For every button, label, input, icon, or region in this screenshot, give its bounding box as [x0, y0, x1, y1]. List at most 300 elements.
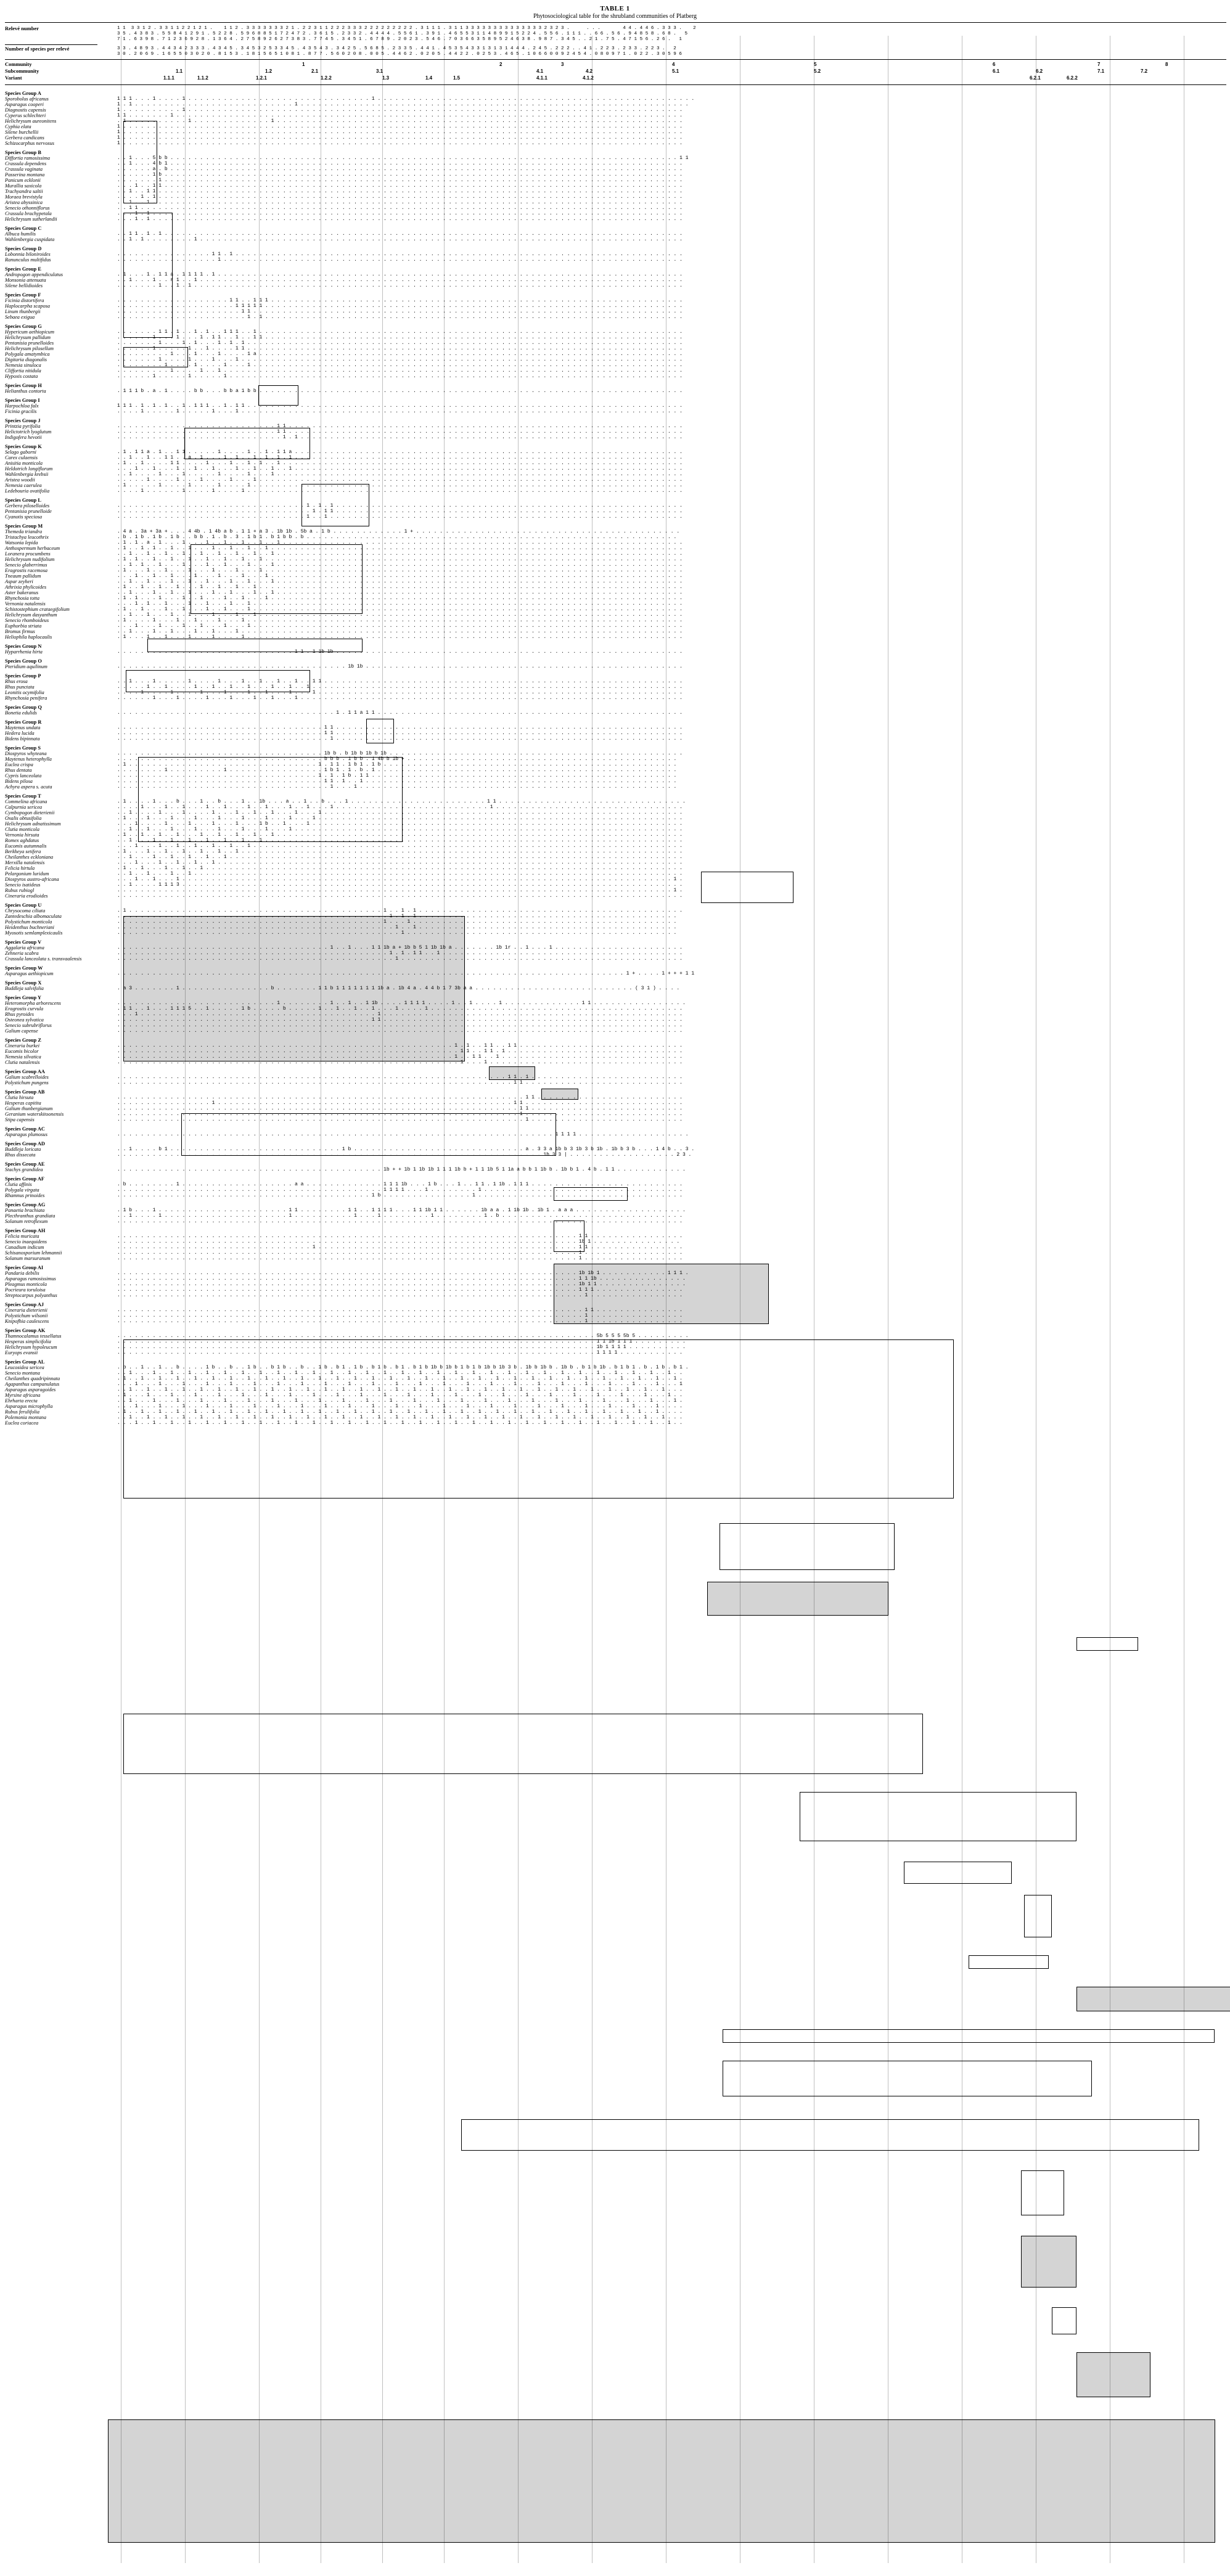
row-label — [5, 1381, 116, 1387]
row-data: . . . . . . 1 . . . 1 . . . . 1 . . . 1 . . . 1 . . 1 . . . 1 . . . . . . . . . . . . . . . . . . . . . . . . . . . . . . . . . . . . . . . . . . . . . . . . . . . . . . . . . . . . . . . . . — [117, 695, 683, 701]
species-group-title: Species Group M — [5, 523, 43, 529]
species-name: Stipa capensis — [5, 1117, 35, 1122]
row-data: . . 1 . . 1 . . . 1 . . 1 . . . . . . . . . . . . . . . . . . . . . . . . . . . . . . . . . . . . . . . . . . . . . . . . . . . . . . . . . . . . . . . . . . . . . . . . . . . . . . . . . . . — [117, 871, 683, 877]
species-name: Helichrysum adnatissimum — [5, 821, 61, 827]
row-label — [5, 1404, 116, 1409]
row-data: 3 3 . 4 8 9 3 . 4 4 3 4 2 3 3 3 . 4 3 4 5 . 3 4 5 3 2 5 3 3 4 5 . 4 3 5 4 3 . 3 4 2 5 . 5 6 8 5 . 2 3 3 5 . 4 4 1 . 4 5 3 5 4 3 3 1 3 1 3 1 4 4 4 . 2 4 5 . 2 2 2 . . 4 1 . 2 2 3 . 2 3 3 . 2 2 3 . 2 — [117, 46, 676, 51]
row-label — [5, 1028, 116, 1034]
row-data: . . . . . . . . . . . . . . . . . . . . . . . . . . . . . . . . . . . b b b . 1 b b . 1 4b b 1b + . . . . . . . . . . . . . . . . . . . . . . . . . . . . . . . . . . . . . . . . . . . . . . — [117, 756, 677, 762]
row-data: . 1 . . 1 . . . . 1 1 . . . . 1 . . . 1 . . 1 . 1 . . 1 . . . . . . . . . . . . . . . . . . . . . . . . . . . . . . . . . . . . . . . . . . . . . . . . . . . . . . . . . . . . . . . . . . . . — [117, 460, 683, 466]
species-name: Pteridium aquilinum — [5, 664, 47, 669]
species-group-title: Species Group W — [5, 965, 43, 971]
row-data: . 1 . . . . 1 . . . b . . . 1 . . b . . . 1 . . 1b . . . a . . 1 . . b . . . 1 . . . . . . . . . . . . . . . . . . . . . . . 1 1 . . . . . . . . . . . . . . . . . . . . . . . . . . . . . . . . — [117, 799, 686, 804]
species-group-title: Species Group Y — [5, 995, 42, 1000]
species-name: Myrsine africana — [5, 1392, 41, 1398]
species-name: Knipofhia caulescens — [5, 1319, 49, 1324]
row-data: . . . . . . . . . . . . . . . . . . . . . . . . . . . . . . . . . . . . 1 . . . 1 . . . . . . . . . . . . . . . . . . . . . . . . . . . . . . . . . . . . . . . . . . . . . . . . . . . . . . — [117, 784, 677, 790]
row-data: . . . . . . . . . . . . . . . . . . . . . . . . . . . . . . . . . . . 1 1 . 1 . . 1 . . . . . . . . . . . . . . . . . . . . . . . . . . . . . . . . . . . . . . . . . . . . . . . . . . . . . — [117, 779, 677, 784]
row-label — [5, 1147, 116, 1152]
species-group-title: Species Group AE — [5, 1161, 45, 1167]
row-label — [5, 1287, 116, 1293]
species-name: Gerbera candicans — [5, 135, 44, 141]
row-data: . . . . . . . . . . . . . . . . . . . . . . . . . . . . . . . . . . . . . . . . . . . . . . . . . . . . . . . . . . . . . . . . . . . . . . . . . . . . . . 1 1 1 . . . . . . . . . . . . . . . — [117, 1287, 683, 1293]
species-name: Zantedeschia albomaculata — [5, 914, 62, 919]
species-name: Anthospermum herbaceum — [5, 546, 60, 551]
title-block — [0, 0, 1230, 20]
species-name: Cyanotis speciosa — [5, 514, 43, 520]
species-name: Clutia monticola — [5, 827, 40, 832]
row-label — [5, 368, 116, 374]
row-data: . 1 . . . 1 . . 1 . . 1 . . 1 . . 1 . . 1 . . . . . . . . . . . . . . . . . . . . . . . . . . . . . . . . . . . . . . . . . . . . . . . . . . . . . . . . . . . . . . . . . . . . . . . . . . . — [117, 849, 683, 854]
row-label — [5, 865, 116, 871]
row-label — [5, 277, 116, 283]
row-label — [5, 854, 116, 860]
row-data: . . . . . . . 1 . . . . 1 . . . 1 . . . 1 . . . . . . . . . . . . . . . . . . . . . . . . . . . . . . . . . . . . . . . . . . . . . . . . . . . . . . . . . . . . . . . . . . . . . . . . . . . — [117, 357, 683, 362]
row-label — [5, 257, 116, 263]
row-label — [5, 357, 116, 362]
row-data: . 1 . . . 1 . 1 1 a . 1 1 1 1 . 1 . . . . . . . . . . . . . . . . . . . . . . . . . . . . . . . . . . . . . . . . . . . . . . . . . . . . . . . . . . . . . . . . . . . . . . . . . . . . . . . — [117, 272, 683, 277]
row-data: . . . . . . . . . . . . . . . . . . . . . . . . . . . . . . . . . . . . . . . . . . . . . . 1 . 1 . 1 1 . . 1 . . . . . . . . . . . . . . . . . . . . . . . . . . . . . . . . . . . . . . . . . — [117, 951, 683, 956]
row-data: . . . 1 . . . 1 . . . 1 . . . 1 . . . 1 . . . 1 . . . 1 . . . 1 . . . 1 . . . 1 . . . 1 . . . 1 . . . 1 . . . 1 . . . 1 . . . 1 . . . 1 . . . 1 . . . 1 . . . 1 . . . 1 . . . 1 . . . 1 . . . 1 — [117, 1381, 683, 1387]
species-name: Anisitia monticola — [5, 460, 43, 466]
species-name: Helichrysum dasyanthum — [5, 612, 57, 618]
row-label — [5, 730, 116, 736]
row-data: . . . . . . . . . . . . . . . . . . . . . . . . . . . . . . . . . . . . . . . . . . . . . . . . . . . . . . . . . . 1 . . . 1 . . . . . . . . . . . . . . . . . . . . . . . . . . . . . . . . . — [117, 1060, 683, 1065]
row-label — [5, 1392, 116, 1398]
species-name: Nemesia silvatica — [5, 1054, 41, 1060]
variant-item: 1.1.1 — [163, 75, 174, 81]
row-label — [5, 664, 116, 669]
species-group-title: Species Group Q — [5, 705, 42, 710]
row-label — [5, 1126, 116, 1132]
row-label — [5, 623, 116, 629]
subcommunity-item: 6.1 — [993, 68, 1000, 74]
row-data: . . . . . . . . . . . . . . . . . . . . . . . . . . . . . . . . . . . . . . . . . . . . . . . . . . . . . . . . . . . . . . . . . . . . . 1 . . . . . . . . . . . . . . . . . . . . . . . . . . — [117, 1117, 683, 1122]
species-name: Pandaria debilis — [5, 1270, 39, 1276]
species-name: Tneaum pallidum — [5, 573, 41, 579]
row-data: . . . . . . . . . . . . . . . . . . . . . . . . . . . . . . . . . . . . . . . . . . . . . . . . . . . . . . . . . . . . . . . . . . . . . . . . . . . . . . 1b 1 1 . . . . . . . . . . . . . . . — [117, 1282, 686, 1287]
species-group-title: Species Group P — [5, 673, 41, 679]
row-data: . . . 1 . . 1 1 . . . . . . . . . . . . . . . . . . . . . . . . . . . . . . . . . . . . . . . . . . . . . . . . . . . . . . . . . . . . . . . . . . . . . . . . . . . . . . . . . . . . . . . . — [117, 183, 683, 189]
row-label — [5, 557, 116, 562]
subcommunity-item: 7.2 — [1141, 68, 1148, 74]
row-label — [5, 551, 116, 557]
row-label — [5, 166, 116, 172]
row-data: . . 1 1 . . . . . . . . . . . . . . . . . . . . . . . . . . . . . . . . . . . . . . . . . . . . . . . . . . . . . . . . . . . . . . . . . . . . . . . . . . . . . . . . . . . . . . . . . . . . — [117, 205, 683, 211]
row-data: . . . . . . . . 1 . . . . 1 . . . . 1 . . . 1 . . . . . . . . . . . . . . . . . . . . . . . . . . . . . . . . . . . . . . . . . . . . . . . . . . . . . . . . . . . . . . . . . . . . . . . . . — [117, 362, 683, 368]
variant-item: 4.1.1 — [536, 75, 547, 81]
species-name: Hesperas simplicifolia — [5, 1339, 51, 1344]
row-label — [5, 118, 116, 124]
row-label — [5, 1302, 116, 1307]
row-label — [5, 590, 116, 595]
species-group-title: Species Group H — [5, 383, 42, 388]
species-name: Rubus ferulifolia — [5, 1409, 40, 1415]
row-label — [5, 725, 116, 730]
species-group-title: Species Group C — [5, 226, 42, 231]
subcommunity-item: 5.1 — [672, 68, 679, 74]
row-data: . . . . . . . . . . . . . . . . 1 . . . . . . . . . . . . . . . . . . . . . . . . . . . . . . . . . . . . . . . . . . . . . . . . . . 1 1 . . . . . . . . . . . . . . . . . . . . . . . . . . . — [117, 1100, 683, 1106]
row-data: . 1 . . . 1 . . . 1 . . . 1 . . . 1 . . . 1 . . . 1 . . . 1 . . . 1 . . . . . . . . . . . . . . . . . . . . . . . . . . . . . . . . . . . . . . . . . . . . . . . . . . . . . . . . . . . . . . — [117, 816, 683, 821]
row-data: . . . . . . . . 1 . . . . . . . . . 1 . . . . . . . . . . . . . . . . 1 b 1 . 1 . b . 1 . . . . . . . . . . . . . . . . . . . . . . . . . . . . . . . . . . . . . . . . . . . . . . . . . . . — [117, 767, 677, 773]
species-name: Bonetia edulids — [5, 710, 37, 716]
row-label — [5, 618, 116, 623]
box-group-o — [541, 1089, 578, 1100]
species-name: Crassula dependens — [5, 161, 47, 166]
subcommunity-item: 1.2 — [265, 68, 273, 74]
species-name: Ehrharta erecta — [5, 1398, 38, 1404]
species-name: Romex aghdatus — [5, 838, 39, 843]
row-data: 1 1 1 . 1 . 1 . 1 . . 1 . 1 1 1 . . 1 . 1 1 . . . . . . . . . . . . . . . . . . . . . . . . . . . . . . . . . . . . . . . . . . . . . . . . . . . . . . . . . . . . . . . . . . . . . . . . . . — [117, 403, 683, 409]
species-group-title: Species Group AA — [5, 1069, 45, 1074]
row-label — [5, 362, 116, 368]
row-data: . 1 . 1 . . 1 . . 1 . . 1 . . 1 . . 1 . . 1 . . 1 . . . . . . . . . . . . . . . . . . . . . . . . . . . . . . . . . . . . . . . . . . . . . . . . . . . . . . . . . . . . . . . . . . . . . . . — [117, 557, 683, 562]
row-data: . . . . . . . . . . . . . . . . . . . . . . . . . . . . . . . . . . . . . . . . . . . . . . . . . . . . . . . . . . . . . . . . . . . . . . . . 1b 3 3 | . . . . . . . . . . . . . . . . . . 2 3 . — [117, 1152, 692, 1158]
species-name: Clutia natalensis — [5, 1060, 40, 1065]
row-data: . . . . . . . . . . . . . . . . . . . . . . . . . . . . . . . . 1 . 1 . 1 . . . . . . . . . . . . . . . . . . . . . . . . . . . . . . . . . . . . . . . . . . . . . . . . . . . . . . . . . . . — [117, 503, 683, 509]
species-name: Euclea coriacea — [5, 1420, 39, 1426]
table-caption: Phytosociological table for the shrubland communities of Platberg — [533, 13, 697, 20]
row-data: . . . . . . . . . . . . . . . . . . . . . . . . . . . . . . . . . 1 . . . . . . . . . . . . . . . . . . . . . . . . . . . . . . . . . . . . . . . . . . . . 1 1 . . . . . . . . . . . . . . . . — [117, 1245, 683, 1250]
row-data: . . . . . . . . . . . . . . . . . . . . . . . . . . . . . . . . . . . . . . . 1b 1b . . . . . . . . . . . . . . . . . . . . . . . . . . . . . . . . . . . . . . . . . . . . . . . . . . . . . . — [117, 664, 683, 669]
species-name: Digitaria diagonalis — [5, 357, 47, 362]
row-data: . . . . . . . . . . . . . . . . . . . . . . . . . . . . . . . . . . . . . . . . . . . . . . . . . . . . . . . . . . . . . . . . . . . . . . . . . . . . . . 1b 1b 1 . . . . . . . . . . . 1 1 1 . — [117, 1270, 689, 1276]
species-name: Ledebouria ovatifolia — [5, 488, 50, 494]
row-data: . . . . . . . . . . . . . . . . . . . . . 1 1 . . . . . . . . . . . . . . . . . . . . . . . . . . . . . . . . . . . . . . . . . . . . . . . . . . . . . . . . . . . . . . . . . . . . . . . . . — [117, 309, 683, 314]
row-label — [5, 102, 116, 107]
row-label — [5, 649, 116, 655]
row-label — [5, 562, 116, 568]
species-name: Asparagus microphylla — [5, 1404, 53, 1409]
row-data: . 1 . . . . . . . . . . 1 . . . . . . . . . . . . . 1 . . . . . . . . . . . . . . . . . . . . . . . . . . . . . . . . . . . . . . . . . . . . . . . . . . . . . . . . . . . . . . . . . . . . . — [117, 118, 683, 124]
box-group-r — [554, 1221, 584, 1252]
species-name: Diospyros austro-africana — [5, 877, 59, 882]
row-label — [5, 444, 116, 449]
species-name: Leonitis ocymifolia — [5, 690, 44, 695]
row-data: . . . . . . a . b . . . . . . . . . . . . . . . . . . . . . . . . . . . . . . . . . . . . . . . . . . . . . . . . . . . . . . . . . . . . . . . . . . . . . . . . . . . . . . . . . . . . . . . — [117, 166, 683, 172]
species-name: Wahlenbergia cuspidata — [5, 237, 55, 242]
species-name: Passerina montana — [5, 172, 45, 178]
species-name: Helichrysum sutherlandii — [5, 216, 57, 222]
subcommunity-item: 4.2 — [586, 68, 593, 74]
row-data: 1 . . . . . . . . . . . . . . . . . . . . . . . . . . . . . . . . . . . . . . . . . . . . . . . . . . . . . . . . . . . . . . . . . . . . . . . . . . . . . . . . . . . . . . . . . . . . . . . — [117, 141, 683, 146]
row-data: . . . . . . . . . . . . . . . . . . . . . . . . . . . . . . . . . . . . . . . . . . . . . . . . . . . . . . . . . . . . . . . . . . . . . 1 1 . . . . . . . . . . . . . . . . . . . . . . . . . — [117, 1095, 683, 1100]
species-name: Felicia muricata — [5, 1233, 39, 1239]
box-group-i — [126, 670, 310, 692]
species-name: Lobonnia biloniroides — [5, 251, 51, 257]
row-label — [5, 283, 116, 288]
row-label — [5, 1409, 116, 1415]
species-name: Bromus firmus — [5, 629, 35, 634]
species-group-title: Species Group AB — [5, 1089, 45, 1095]
row-label — [5, 573, 116, 579]
row-label — [5, 324, 116, 329]
species-name: Panaetia brachiata — [5, 1208, 45, 1213]
species-name: Bidens pilosa — [5, 779, 33, 784]
row-label — [5, 762, 116, 767]
species-group-title: Species Group L — [5, 497, 41, 503]
row-label — [5, 1193, 116, 1198]
community-item: 4 — [672, 62, 675, 67]
box-group-ai — [1021, 2236, 1076, 2288]
box-group-z — [800, 1792, 1076, 1841]
row-label — [5, 194, 116, 200]
row-data: 3 0 . 2 0 6 9 . 1 6 5 5 0 3 0 2 0 . 8 1 5 3 . 1 8 1 5 6 5 1 0 8 1 . 8 7 7 . 5 6 0 2 0 8 . 0 0 5 . 4 4 6 2 . 0 2 0 5 . 4 4 2 2 . 0 2 5 3 . 4 6 5 . 1 0 6 6 0 0 9 2 4 5 4 . 0 8 0 9 7 1 . 0 2 2 . 3 0 5 9 6 — [117, 52, 682, 57]
row-data: . 1 . . 1 . . . 1 . . 1 . . 1 . . . . . . . . . . . . . . . . . . . . . . . . . . . . . . . . . . . . . . . . . . . . . . . . . . . . . . . . . . . . . . . . . . . . . . . . . . . . . . . . . — [117, 865, 683, 871]
row-data: . . . . . . . . . . . . . . . . . . . . . . . . . . . . . . . . . . . . . . . . . . . . . 1b + + 1b 1 1b 1b 1 1 1 1b b + 1 1 1b 5 1 1a a b b 1 1b b . 1b b 1 . 4 b . 1 1 . . . . . . . . . . . . — [117, 1167, 686, 1172]
row-label — [5, 429, 116, 435]
row-data: . . . . . . . . . . . . . . . . . . . . . . . . . . . . . . . . . . . . 1 . . . . . . . . . . . . . . . . . . . . . . . . . . . . . . . . . . . . . . . . . . . . . . . . . . . . . . . . . . . — [117, 736, 683, 742]
row-label — [5, 135, 116, 141]
species-name: Themeda triandra — [5, 529, 43, 534]
species-name: Printzia pyrifolia — [5, 423, 41, 429]
box-group-p — [181, 1113, 556, 1156]
row-data: . . . . . . . . . . . . . . . . . . . . . . . . . . . . . . . . . . . . . . . . . . . 1 1 . . . . . . . . . . . . . . . . . . . . . . . . . . . . . . . . . . . . . . . . . . . . . . . . . . . — [117, 1017, 683, 1023]
species-name: Bidens bipinnata — [5, 736, 40, 742]
box-group-aj — [1052, 2307, 1076, 2334]
row-label — [5, 971, 116, 976]
species-name: Andropogon appendiculatus — [5, 272, 63, 277]
species-name: Solanum marsuranum — [5, 1256, 51, 1261]
row-data: . 1 . . . . . 1 . . . . 1 . . . . 1 . . . . 1 . . . . . . . . . . . . . . . . . . . . . . . . . . . . . . . . . . . . . . . . . . . . . . . . . . . . . . . . . . . . . . . . . . . . . . . . . — [117, 483, 683, 488]
row-label — [5, 1100, 116, 1106]
row-data: . 1 . . 1 . . 1 . . 1 . . . 1 . . 1 . . 1 . . 1 . . 1 . . . . . . . . . . . . . . . . . . . . . . . . . . . . . . . . . . . . . . . . . . . . . . . . . . . . . . . . . . . . . . . . . . . . . — [117, 832, 683, 838]
row-data: . . . . . . . . . . . . . . . . . . . . . . . . . . . . 1 . 1 . . . . . . . . . . . . . . . . . . . . . . . . . . . . . . . . . . . . . . . . . . . . . . . . . . . . . . . . . . . . . . . . . — [117, 435, 683, 440]
row-data: . . . . 1 . . . . 1 . . . . 1 . . . 1 . . . 1 . . 1 . . . 1 . . . 1 . . . . . . . . . . . . . . . . . . . . . . . . . . . . . . . . . . . . . . . . . . . . . . . . . . . . . . . . . . . . . . — [117, 690, 683, 695]
row-label — [5, 251, 116, 257]
subcommunity-item: 6.2 — [1036, 68, 1043, 74]
row-data: . . 1 . . 1 . . . 1 . . . 1 . . . 1 . . . 1 . . . 1 . . . 1 . . . . . . . . . . . . . . . . . . . . . . . . . . . . . . . . . . . . . . . . . . . . . . . . . . . . . . . . . . . . . . . . . . — [117, 827, 683, 832]
row-label — [5, 925, 116, 930]
species-group-title: Species Group R — [5, 719, 42, 725]
box-group-v — [707, 1582, 888, 1616]
species-name: Buddleja salvifolia — [5, 986, 44, 991]
species-name: Asparagus cooperi — [5, 102, 44, 107]
row-label — [5, 374, 116, 379]
row-data: . . . 1 . . . . . . . . . . . . . . . . . . . . . . . . . . . . . . . . . . . . . . . . 1 . . . . . . . . . . . . . . . . . . . . . . . . . . . . . . . . . . . . . . . . . . . . . . . . . . . — [117, 1012, 683, 1017]
row-label — [5, 1233, 116, 1239]
variant-item: 1.5 — [453, 75, 461, 81]
row-data: . . . . . . . . . . . . . . . . . . . . . . . . . . . . . . . . . . . . . . . . . . . . . . . . . . . . . . . . . 1 . 1 . . 1 1 . . 1 1 . . . . . . . . . . . . . . . . . . . . . . . . . . . . — [117, 1043, 683, 1049]
community-separator — [444, 36, 445, 2563]
row-label — [5, 488, 116, 494]
species-name: Senecio inaequidens — [5, 1239, 47, 1245]
row-label — [5, 1228, 116, 1233]
row-data: 1 1 3 3 1 2 . 3 3 1 1 2 2 1 2 1 . 1 1 2 . 3 3 3 3 3 3 3 2 1 . 2 2 3 1 1 2 2 2 3 3 3 2 2 2 2 2 2 2 2 2 . 3 1 1 1 . 3 1 1 3 3 3 3 3 3 3 3 3 3 3 3 3 3 2 3 2 3 . . . . 4 4 . 4 4 6 . 3 3 3 . 2 — [117, 26, 696, 31]
species-name: Rhynchosia penifera — [5, 695, 47, 701]
species-name: Chrysocoma ciliata — [5, 908, 46, 914]
row-label — [5, 821, 116, 827]
row-data: . . 1 . . . 1 . . . 1 . . . 1 . . . 1 . . . 1 . . . 1 . . . 1 . . . 1 . . . 1 . . . 1 . . . 1 . . . 1 . . . 1 . . . 1 . . . 1 . . . 1 . . . 1 . . . 1 . . . 1 . . . 1 . . . 1 . . . 1 . . . 1 . — [117, 1398, 683, 1404]
row-label — [5, 466, 116, 472]
row-label — [5, 902, 116, 908]
row-label — [5, 1415, 116, 1420]
species-group-title: Species Group AJ — [5, 1302, 44, 1307]
species-name: Achyra aspera s. acuta — [5, 784, 52, 790]
row-data: . 1 1 . . 1 . . . 1 1 1 5 . . 1 . . . . . 1 b . . . . . b . . . . . 1 . . 1 . . 1 . . 1 . . . 1 . . . . 1 . . . . . . . . . . . . . . . . . . . . . . . . . . . . . . . . . . . . . . . . . . . — [117, 1006, 683, 1012]
species-group-title: Species Group E — [5, 266, 41, 272]
row-data: . . 1 . 1 . . . . . . . . 1 . . . . . . . . . . . . . . . . . . . . . . . . . . . . . . . . . . . . . . . . . . . . . . . . . . . . . . . . . . . . . . . . . . . . . . . . . . . . . . . . . . — [117, 237, 683, 242]
row-data: . . . . . . . . . . . . . . . . . . . . . . . . . . . . . . . . . . . . . . . . . . . . . . . . . . . . . . . . . . . . . . . . . . . . . . . . . . . . . . . . . . . . . . . . . . . . . . . . — [117, 893, 683, 899]
species-name: Linum thunbergii — [5, 309, 41, 314]
row-data: . . . 1 . . . 1 . . 1 . . 1 . . 1 . . 1 . . 1 . . . . . . . . . . . . . . . . . . . . . . . . . . . . . . . . . . . . . . . . . . . . . . . . . . . . . . . . . . . . . . . . . . . . . . . . . — [117, 843, 683, 849]
row-label — [5, 96, 116, 102]
variant-item: 1.2.2 — [321, 75, 332, 81]
species-name: Euclea crispa — [5, 762, 33, 767]
box-group-m — [123, 916, 465, 1061]
row-label — [5, 877, 116, 882]
row-label — [5, 1256, 116, 1261]
row-label — [5, 1069, 116, 1074]
box-group-ad — [1076, 1987, 1230, 2011]
row-data: . . . . . . . . . . . . . . . . . . . . . . . . . . . . . . . . . . . . . . . . . . . . . . . . . . . . . . . . . . . . . . . . . . . . . . . . . . . . . . . . . 1 1 1 1 . . . . . . . . . . . — [117, 1350, 683, 1355]
row-data: . 1 1 1 b . a . 1 . . . . b b . . . b b a 1 b b . . . . . . . . . . . . . . . . . . . . . . . . . . . . . . . . . . . . . . . . . . . . . . . . . . . . . . . . . . . . . . . . . . . . . . . . — [117, 388, 683, 394]
row-label — [5, 314, 116, 320]
species-name: Clutia affinis — [5, 1182, 32, 1187]
species-name: Polystichum pungens — [5, 1080, 49, 1086]
row-label — [5, 1333, 116, 1339]
row-label — [5, 684, 116, 690]
row-data: . . 1 . . . . 1 . . . . . . . . . . . . . . . . . . . . . 1 . . . . . . . . . . 1 . . . 1 . . . . . . . . 1 . . . . . . . . 1 . b . . . . . . . . . . . . . . . . . . . . . . . . . . . . . . . — [117, 1213, 683, 1219]
species-name: Buddleja loricata — [5, 1147, 41, 1152]
row-label — [5, 710, 116, 716]
species-name: Rhus erosa — [5, 679, 28, 684]
row-label — [5, 124, 116, 129]
subcommunity-item: 5.2 — [814, 68, 821, 74]
row-label — [5, 226, 116, 231]
species-name: Eragrostis curvula — [5, 1006, 44, 1012]
row-label — [5, 930, 116, 936]
row-label — [5, 409, 116, 414]
row-label — [5, 745, 116, 751]
row-data: . . . 1 . . . 1 . . 1 . . 1 . . 1 . . . . . . . . . . . . . . . . . . . . . . . . . . . . . . . . . . . . . . . . . . . . . . . . . . . . . . . . . . . . . . . . . . . . . . . . . . . . . . . — [117, 860, 683, 865]
species-name: Eucomis bicolor — [5, 1049, 39, 1054]
row-data: . . . . . . . . . . . . . . . . . . . . . . . . . . . . . . . . . . . . . . . . . . . . . . . . . . . . . . . . . . . . . . . . . . . . . . . . . . . . . . . . . 1 1 1b 1 1 1 . . . . . . . . . — [117, 1339, 686, 1344]
species-name: Schizocarphus nervosus — [5, 141, 54, 146]
row-label — [5, 1080, 116, 1086]
species-name: Rhus dissecata — [5, 1152, 36, 1158]
box-group-u — [720, 1523, 895, 1570]
species-name: Galium scabrelloides — [5, 1074, 49, 1080]
row-label — [5, 200, 116, 205]
community-item: 5 — [814, 62, 817, 67]
species-name: Crassula brachypetala — [5, 211, 52, 216]
row-label — [5, 1328, 116, 1333]
row-data: . 1 . . . 1 . . . 1 . . . 1 . . . 1 . . . 1 . . . 1 . . . 1 . . . 1 . . . 1 . . . 1 . . . 1 . . . 1 . . . 1 . . . 1 . . . 1 . . . 1 . . . 1 . . . 1 . . . 1 . . . 1 . . . 1 . . . 1 . . . 1 . . — [117, 1392, 683, 1398]
row-label — [5, 540, 116, 546]
species-name: Nemesia caerulea — [5, 483, 42, 488]
species-name: Aristea woodii — [5, 477, 35, 483]
row-data: 1 . . . . . . . . . . 1 . . . . . . . . . . . . . . . . . . . . . . . . . . . . . . . . . . . . . . . . . . . . . . . . . . . . . . . . . . . . . . . . . . . . . . . . . . . . . . . . . . . . — [117, 107, 683, 113]
row-data: . . . . . . . . . . . . . . . . . . . . . . . . . . . . . . . . . . . . . . . . . . . . . . . . . . . . . . . . . . . . . . . . . . . . . . . . . . . . . . . . . . . . . . . . . . . . . . 1 . — [117, 888, 683, 893]
species-name: Murallia saxicola — [5, 183, 42, 189]
relev-number-label: Relevé number — [5, 25, 39, 31]
species-name: Felicia hirtula — [5, 865, 35, 871]
row-label — [5, 690, 116, 695]
row-data: . . . . . . . . . . . . . . . . . . . . . . . . . . . . . . . . . . . . 1 . . 1 . . . 1 1 1b a + 1b b 5 1 1b 1b a . . . . . . . 1b 1r . . 1 . . . 1 . . . . . . . . . . . . . . . . . . . . . . — [117, 945, 683, 951]
species-name: Maytenus heterophylla — [5, 756, 52, 762]
species-name: Indigofera hevotii — [5, 435, 42, 440]
row-label — [5, 107, 116, 113]
variant-item: 1.1.2 — [197, 75, 208, 81]
row-data: . . 1 . . . . 1 . . . 1 . . . . . 1 . . . . 1 . . . 1 . . . . . . . . . . . . . . . . . . . . . . . . . . . . . . . . . . . . . . . . . . . . . . . . . . . . . . . . . . . . . . . . . . . . . — [117, 472, 683, 477]
species-name: Gerbera piloselloides — [5, 503, 50, 509]
row-label — [5, 398, 116, 403]
species-group-title: Species Group O — [5, 658, 42, 664]
row-label — [5, 1141, 116, 1147]
row-data: . . 1 . . 1 . . . . . . . . . . . . . . . . . . . . . . . . . . . . . . . . . . . . . . . . . . . . . . . . . . . . . . . . . . . . . . . . . . . . . . . . . . . . . . . . . . . . . . . . . . — [117, 200, 683, 205]
row-label — [5, 919, 116, 925]
species-group-title: Species Group AG — [5, 1202, 46, 1208]
row-data: . . 1 . . . 1 . . 1 . . 1 . . 1 . . 1 . . 1 . . 1 . . 1 . . 1 . . 1 . . 1 . . 1 . . 1 . . 1 . . 1 . . 1 . . 1 . . 1 . . 1 . . 1 . . 1 . . 1 . . 1 . . 1 . . 1 . . 1 . . 1 . . 1 . . 1 . . 1 . . — [117, 1370, 683, 1376]
row-data: . . . . . . . . . . . . . . . . . 1 . . . . . . . . . . . . . . . . . . . . . . . . . . . . . . . . . . . . . . . . . . . . . . . . . . . . . . . . . . . . . . . . . . . . . . . . . . . . . . — [117, 257, 683, 263]
species-group-title: Species Group AC — [5, 1126, 45, 1132]
row-data: . . . . . . . 1 . . . 1 . 1 . . . 1 . 1 . 1 . . . . . . . . . . . . . . . . . . . . . . . . . . . . . . . . . . . . . . . . . . . . . . . . . . . . . . . . . . . . . . . . . . . . . . . . . . — [117, 340, 683, 346]
row-data: . . . 1 . . . 1 . . . 1 . . 1 . . . 1 . . . 1 . . . . . . . . . . . . . . . . . . . . . . . . . . . . . . . . . . . . . . . . . . . . . . . . . . . . . . . . . . . . . . . . . . . . . . . . . — [117, 623, 683, 629]
row-label — [5, 956, 116, 962]
species-group-title: Species Group AK — [5, 1328, 46, 1333]
species-name: Euryops evansii — [5, 1350, 38, 1355]
row-label — [5, 1152, 116, 1158]
box-group-l — [701, 872, 793, 903]
row-label — [5, 1319, 116, 1324]
species-name: Polygala amatymbica — [5, 351, 50, 357]
row-label — [5, 965, 116, 971]
row-label — [5, 1250, 116, 1256]
row-label — [5, 1420, 116, 1426]
row-label — [5, 705, 116, 710]
row-data: . . . . . . . . . . . . . . . . . . . . . . . . . . . . . . . . . . . . . . . . . . . . . . . . . . . . . . . . . . . . . . . . . . . . . . . . . . . . . . . 1 1 . . . . . . . . . . . . . . . — [117, 1307, 683, 1313]
species-name: Trachyandra saltii — [5, 189, 43, 194]
row-data: . . . . . . . . . . . . . . . . . . . . . . . . . . . . . . . . . . . . . . . . . . . . . . . . . . . . . . . . . . . . . . . . . . . . . . . . . . . . . . 1 . . . . . . . . . . . . . . . . . — [117, 1256, 683, 1261]
species-group-title: Species Group Z — [5, 1037, 41, 1043]
subcommunity-label: Subcommunity — [5, 68, 39, 74]
species-name: Senecio subrubriflorus — [5, 1023, 52, 1028]
species-group-title: Species Group N — [5, 644, 42, 649]
row-label — [5, 26, 116, 31]
row-data: . . . . . . . 1 1 . 1 . . 1 . 1 . . 1 1 1 . . 1 . . . . . . . . . . . . . . . . . . . . . . . . . . . . . . . . . . . . . . . . . . . . . . . . . . . . . . . . . . . . . . . . . . . . . . . . — [117, 329, 683, 335]
row-label — [5, 546, 116, 551]
species-name: Heidenthus buchneriani — [5, 925, 54, 930]
species-name: Merxilla natalensis — [5, 860, 45, 865]
row-data: . . . . . . . . . . . . . . . . . . . . . . . . . . . . . . . . . . . 1 1 . . . . . . . . . . . . . . . . . . . . . . . . . . . . . . . . . . . . . . . . . . . . . . . . . . . . . . . . . . . — [117, 725, 683, 730]
row-data: . . . . . . 1 . . . . . 1 . . 1 . . . . 1 1 . . . . . . . . . . . . . . . . . . . . . . . . . . . . . . . . . . . . . . . . . . . . . . . . . . . . . . . . . . . . . . . . . . . . . . . . . . — [117, 346, 683, 351]
species-name: Aspar zeyheri — [5, 579, 33, 584]
row-data: . . . . . . . . . . . . . . . . . . . . . . . . . . . . . . . . . . . . . . . . . . . . . . . . . . . . . . . . . . . . . . . . . . . . 1 1 . . . . . . . . . . . . . . . . . . . . . . . . . . — [117, 1106, 683, 1111]
row-data: . b . . 1 . . 1 . . b . . . . 1 b . . b . . 1 b . . b 1 b . . b . . 1 b . b 1 . 1 b . b 1 b . b 1 . b 1 b 1b b 1b b 1 b 1 b 1b b 1b 3 b . 1b b 1b b . 1b b . b 1 b 1b . b 1 b 1 . b . 1 b . b 1 . — [117, 1365, 689, 1370]
subcommunity-item: 4.1 — [536, 68, 544, 74]
species-group-title: Species Group B — [5, 150, 41, 155]
community-item: 1 — [302, 62, 305, 67]
row-label — [5, 995, 116, 1000]
variant-item: 6.2.1 — [1030, 75, 1041, 81]
species-name: Silene bellidioides — [5, 283, 43, 288]
row-data: 1 . . . . . . . . . . . . . . . . . . . . . . . . . . . . . . . . . . . . . . . . . . . . . . . . . . . . . . . . . . . . . . . . . . . . . . . . . . . . . . . . . . . . . . . . . . . . . . . — [117, 129, 683, 135]
box-group-n — [489, 1066, 535, 1080]
species-name: Geranium waterskitoonensis — [5, 1111, 64, 1117]
row-data: . 1 b . . . 1 . . . . . . . . . . . . . . . . . . . . . . 1 1 . . . . . . . . 1 1 . . 1 1 1 1 . . . 1 1 1b 1 1 . . . . . . 1b a a . 1 1b 1b . 1b 1 . a a a . . . . . . . . . . . . . . . . . . . — [117, 1208, 686, 1213]
row-data: . . . . . . . . . . . . . . . . . . . . . . . . . . . 1 . . . . . . . . 1 . . 1 . . 1 1b . . . . 1 1 1 1 . . . . 1 . . 1 . . . . 1 . . . . . . . . . . . . . 1 1 . . . . . . . . . . . . . . . . — [117, 1000, 686, 1006]
species-name: Cheilanthes eckloniana — [5, 854, 54, 860]
row-data: . 1 . 1 . a . 1 . . . 1 . . . 1 . . 1 . . 1 . . 1 . . 1 . . . . . . . . . . . . . . . . . . . . . . . . . . . . . . . . . . . . . . . . . . . . . . . . . . . . . . . . . . . . . . . . . . . . — [117, 540, 683, 546]
row-data: 1 . . . . . . . . . . . . . . . . . . . . . . . . . . . . . . . . . . . . . . . . . . . . . . . . . . . . . . . . . . . . . . . . . . . . . . . . . . . . . . . . . . . . . . . . . . . . . . . — [117, 124, 683, 129]
species-name: Senecio glaberrimus — [5, 562, 47, 568]
row-label — [5, 736, 116, 742]
row-data: . . . . . . . . . . . . . . . . . . . . . . . . . . . . . . . . . . . . . . . . . . . . . . . . . . . . . . . . . . . . . . . . . . . . . . . . . . . . . . 1 1 . . . . . . . . . . . . . . . . — [117, 1233, 683, 1239]
row-data: . . . . . . . . . . . . . . . . . . . . . . . . . . . . . . . . . . . 1 1 . . . . . . . . . . . . . . . . . . . . . . . . . . . . . . . . . . . . . . . . . . . . . . . . . . . . . . . . . . . — [117, 730, 683, 736]
species-name: Hesperas capitita — [5, 1100, 41, 1106]
row-label — [5, 767, 116, 773]
